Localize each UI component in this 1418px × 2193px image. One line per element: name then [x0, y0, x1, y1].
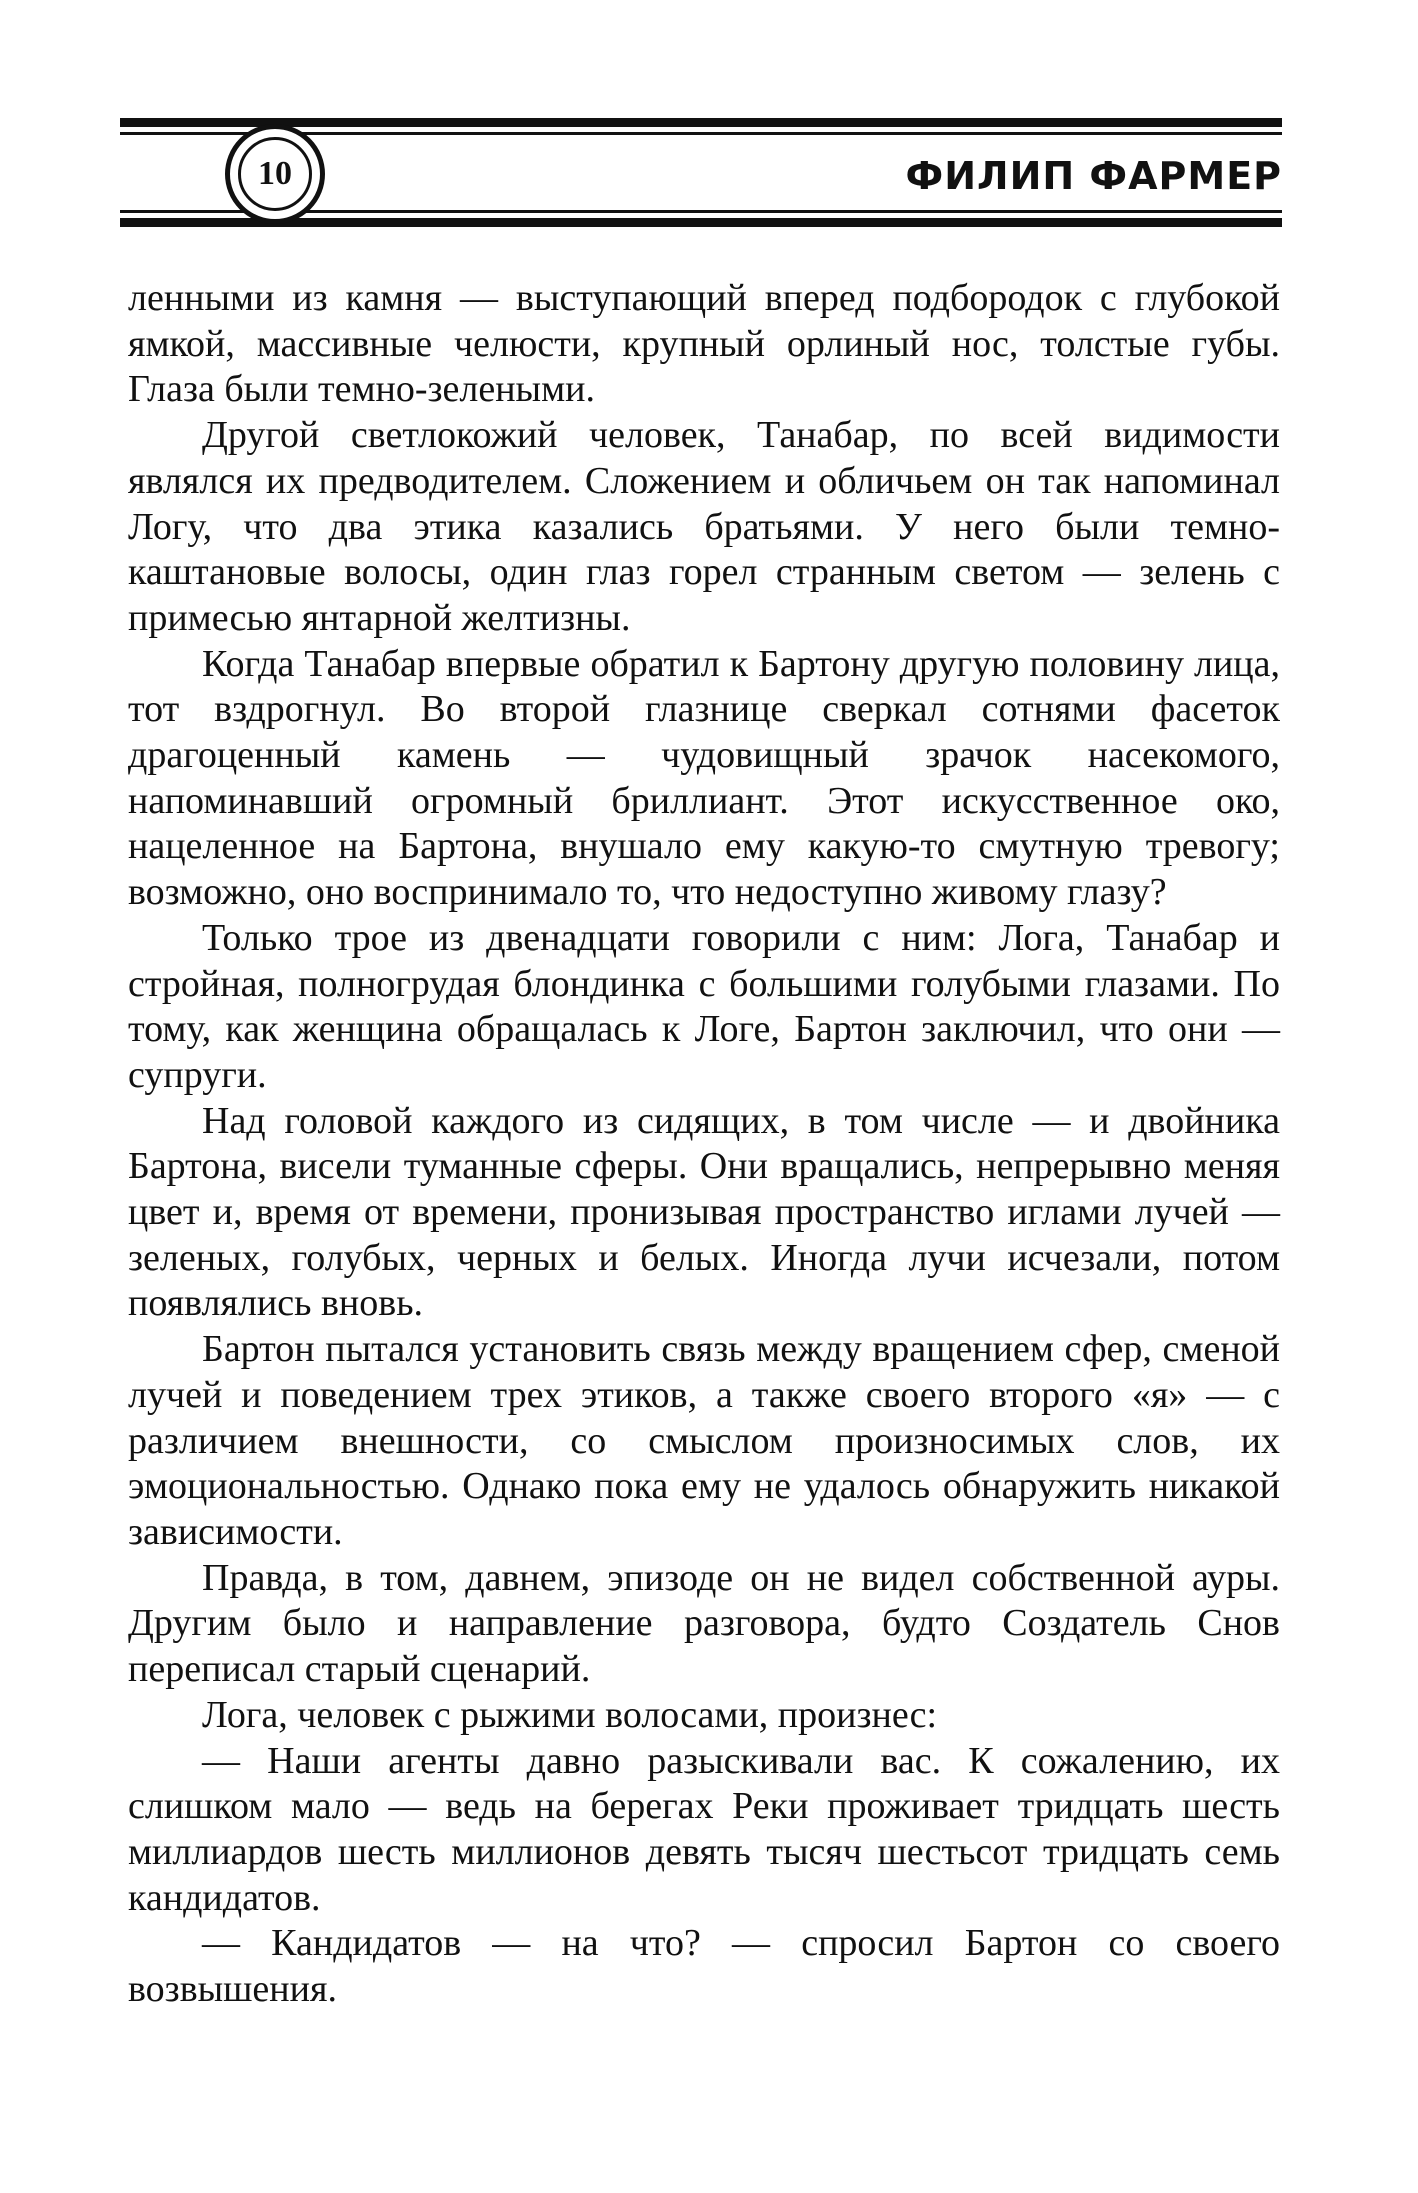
- paragraph: Когда Танабар впервые обратил к Бартону другую половину лица, тот вздрогнул. Во второй глазнице сверкал сотнями фасеток драгоценный камень — чудовищный зрачок насекомого, напоминавший огромный бриллиант. Этот искусственное око, нацеленное на Бартона, внушало ему какую-то смутную тревогу; возможно, оно воспринимало то, что недоступно живому глазу?: [128, 642, 1280, 914]
- header-rule-top: [120, 118, 1282, 127]
- paragraph: Только трое из двенадцати говорили с ним: Лога, Танабар и стройная, полногрудая блондинка с большими голубыми глазами. По тому, как женщина обращалась к Логе, Бартон заключил, что они — супруги.: [128, 916, 1280, 1096]
- page-number-badge: [225, 124, 325, 224]
- paragraph: Лога, человек с рыжими волосами, произнес:: [202, 1693, 938, 1736]
- paragraph: Над головой каждого из сидящих, в том числе — и двойника Бартона, висели туманные сферы. Они вращались, непрерывно меняя цвет и, время от времени, пронизывая пространство иглами лучей — зеленых, голубых, черных и белых. Иногда лучи исчезали, потом появлялись вновь.: [128, 1099, 1280, 1325]
- page-header: [120, 110, 1282, 240]
- dialogue-paragraph: — Кандидатов — на что? — спросил Бартон со своего возвышения.: [128, 1922, 1280, 2011]
- page-number: 10: [238, 137, 312, 211]
- paragraph: Правда, в том, давнем, эпизоде он не видел собственной ауры. Другим было и направление разговора, будто Создатель Снов переписал старый сценарий.: [128, 1556, 1280, 1691]
- paragraph: ленными из камня — выступающий вперед подбородок с глубокой ямкой, массивные челюсти, крупный орлиный нос, толстые губы. Глаза были темно-зелеными.: [128, 277, 1280, 411]
- body-text: [128, 276, 1280, 2013]
- dialogue-paragraph: — Наши агенты давно разыскивали вас. К сожалению, их слишком мало — ведь на берегах Реки проживает тридцать шесть миллиардов шесть миллионов девять тысяч шестьсот тридцать семь кандидатов.: [128, 1739, 1280, 1919]
- paragraph: Бартон пытался установить связь между вращением сфер, сменой лучей и поведением трех этиков, а также своего второго «я» — с различием внешности, со смыслом произносимых слов, их эмоциональностью. Однако пока ему не удалось обнаружить никакой зависимости.: [128, 1328, 1280, 1553]
- paragraph: Другой светлокожий человек, Танабар, по всей видимости являлся их предводителем. Сложением и обличьем он так напоминал Логу, что два этика казались братьями. У него были темно-каштановые волосы, один глаз горел странным светом — зелень с примесью янтарной желтизны.: [128, 414, 1280, 639]
- running-head-author: ФИЛИП ФАРМЕР: [892, 150, 1282, 202]
